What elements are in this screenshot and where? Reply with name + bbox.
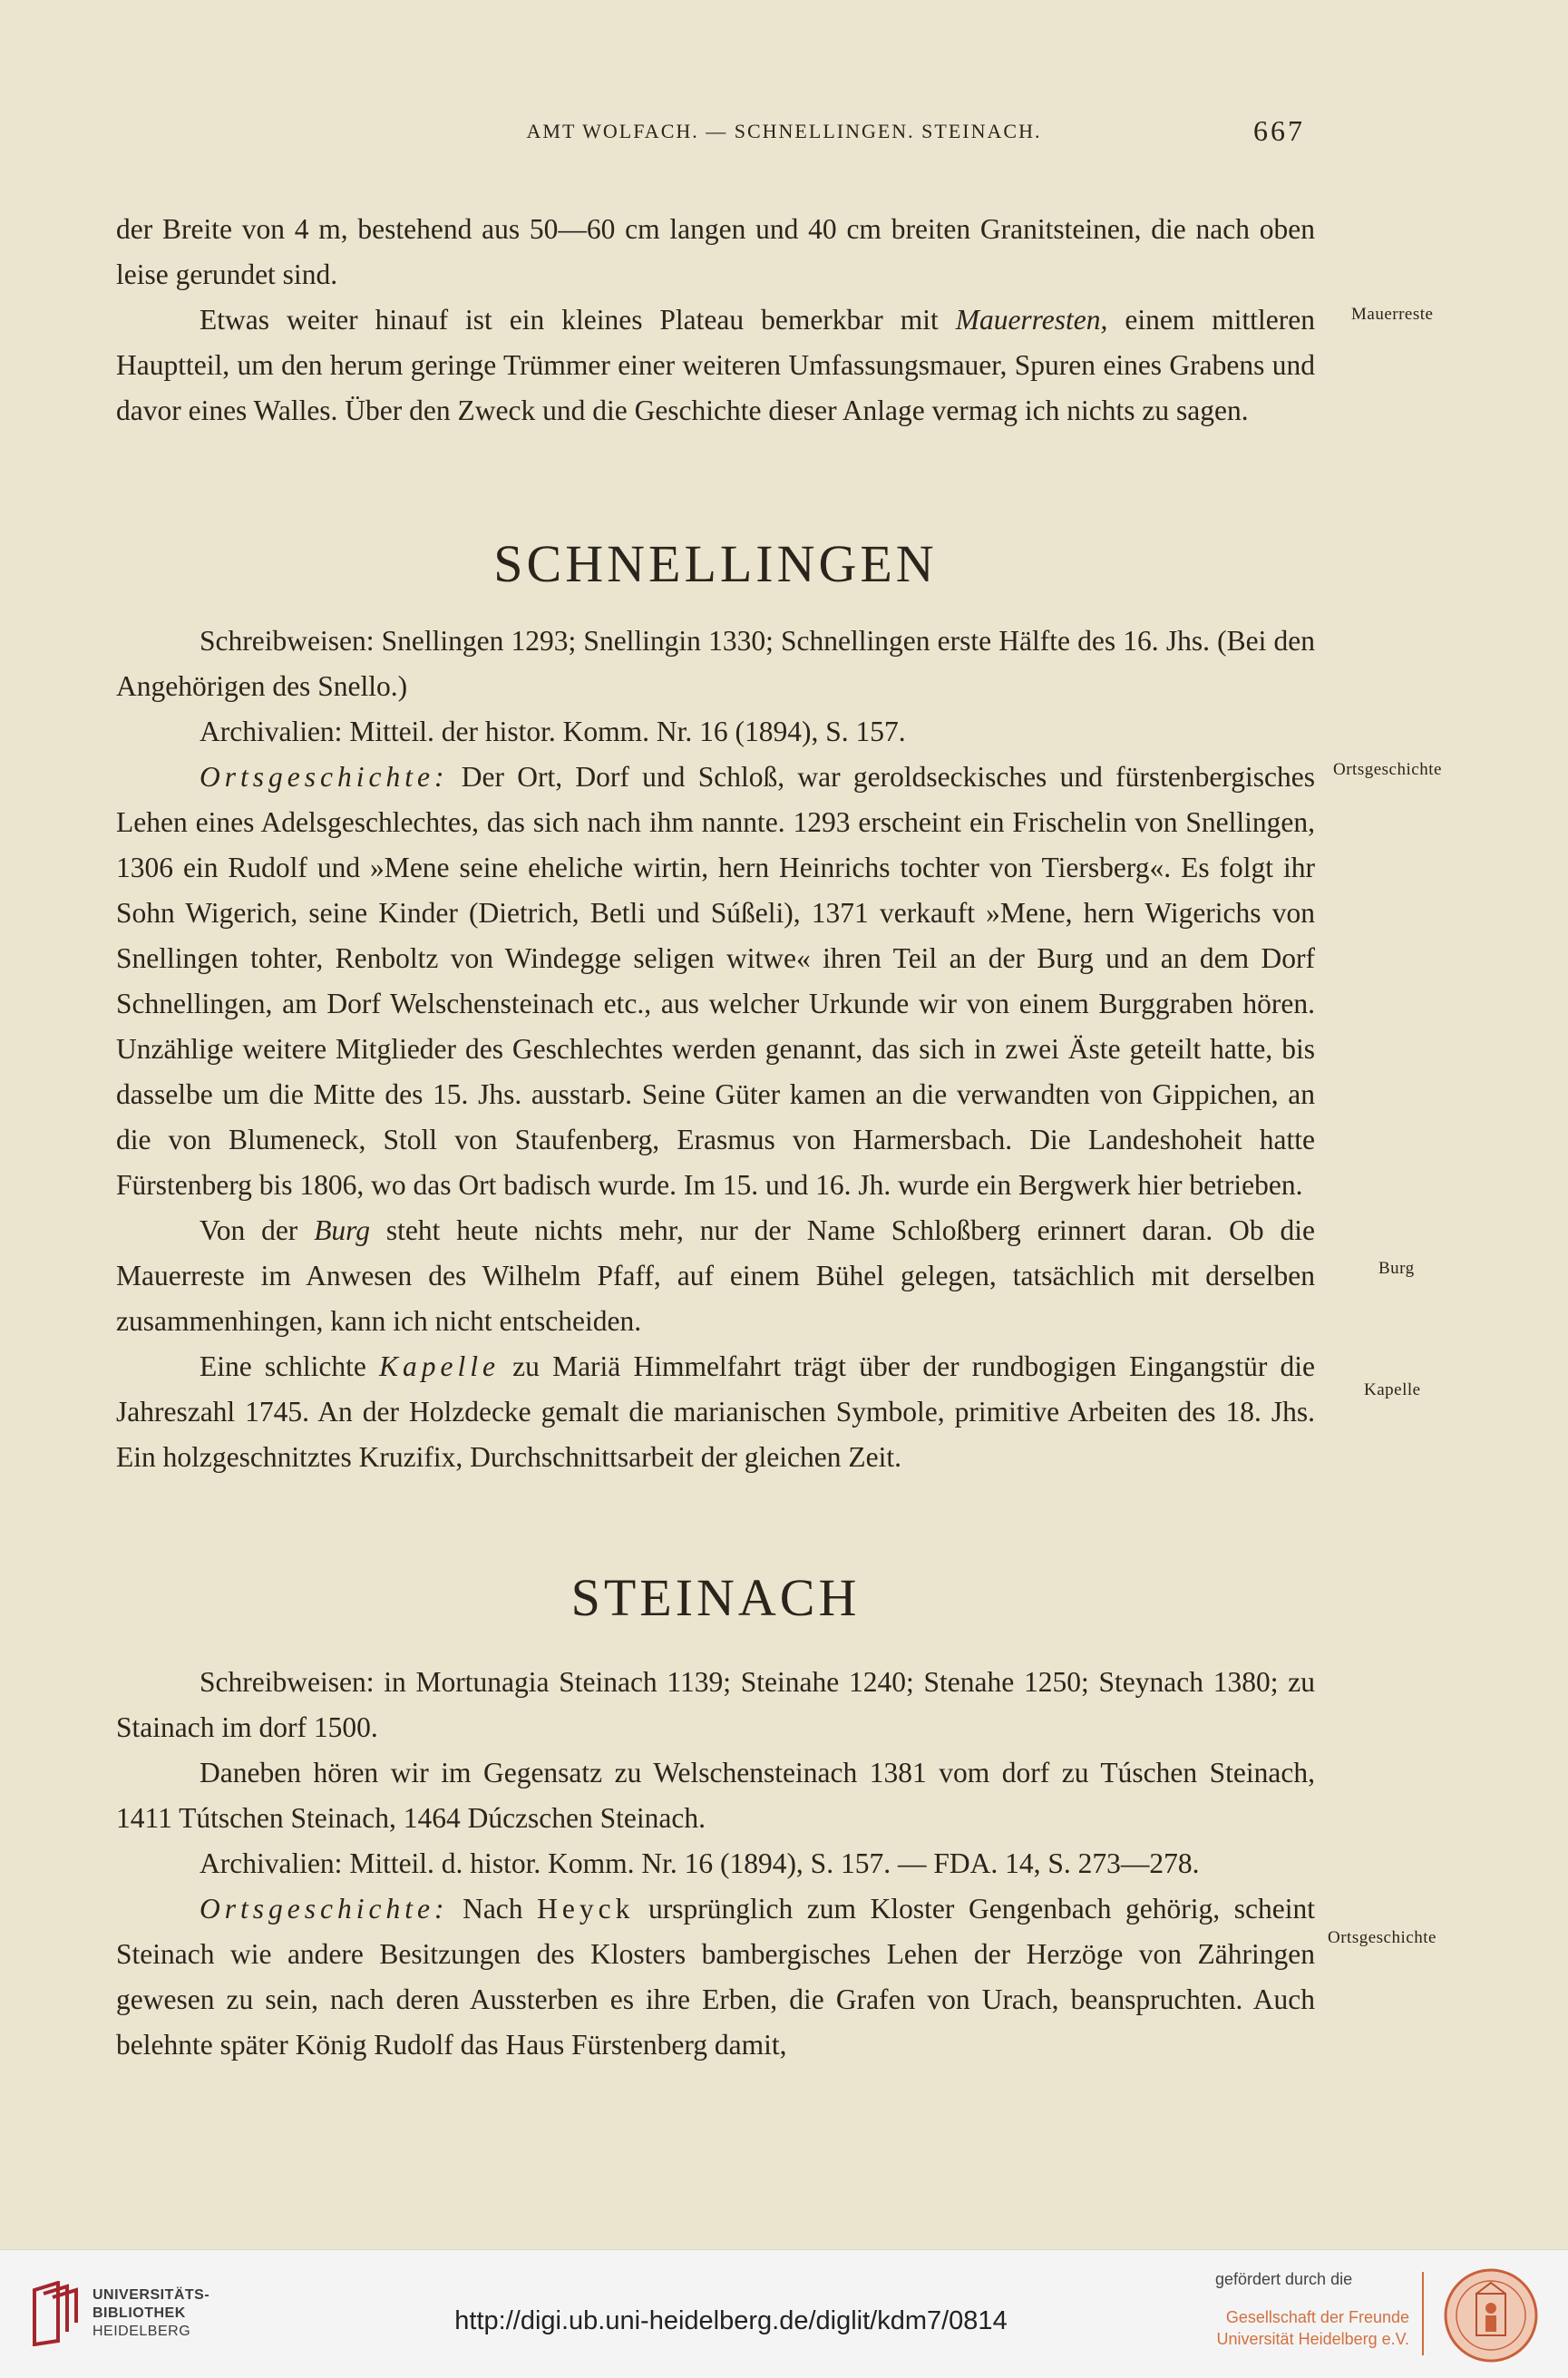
schnellingen-kapelle — [116, 1344, 1315, 1480]
marginal-note-mauerreste: Mauerreste — [1351, 305, 1434, 324]
university-seal-icon — [1442, 2266, 1540, 2364]
running-head: AMT WOLFACH. — SCHNELLINGEN. STEINACH. — [526, 120, 1042, 142]
intro-paragraph-1: der Breite von 4 m, bestehend aus 50—60 cm langen und 40 cm breiten Granitsteinen, die nach oben leise gerundet sind. — [116, 213, 1315, 290]
library-name-line: HEIDELBERG — [93, 2324, 191, 2339]
library-logo-icon — [31, 2281, 83, 2346]
page-number: 667 — [1253, 114, 1305, 147]
section-title-schnellingen: SCHNELLINGEN — [493, 534, 938, 593]
text-run: Der Ort, Dorf und Schloß, war geroldseckisches und fürstenbergisches Lehen eines Adelsgeschlechtes, das sich nach ihm nannte. 1293 erscheint ein Frischelin von Snellingen, 1306 ein Rudolf und »Mene seine eheliche wirtin, hern Heinrichs tochter von Tiersberg«. Es folgt ihr Sohn Wigerich, seine Kinder (Dietrich, Betli und Súßeli), 1371 verkauft »Mene, hern Wigerichs von Snellingen tohter, Renboltz von Windegge seligen witwe« ihren Teil an der Burg und an dem Dorf Schnellingen, am Dorf Welschensteinach etc., aus welcher Urkunde wir von einem Burggraben hören. Unzählige weitere Mitglieder des Geschlechtes werden genannt, das sich in zwei Äste geteilt hatte, bis dasselbe um die Mitte des 15. Jhs. ausstarb. Seine Güter kamen an die verwandten von Gippichen, an die von Blumeneck, Stoll von Staufenberg, Erasmus von Harmersbach. Die Landeshoheit hatte Fürstenberg bis 1806, wo das Ort badisch wurde. Im 15. und 16. Jh. wurde ein Bergwerk hier betrieben. — [116, 761, 1315, 1201]
text-run: Nach — [448, 1893, 538, 1925]
marginal-note-ortsgeschichte-2: Ortsgeschichte — [1328, 1928, 1437, 1947]
schnellingen-schreibweisen: Schreibweisen: Snellingen 1293; Snellingin 1330; Schnellingen erste Hälfte des 16. Jhs. (Bei den Angehörigen des Snello.) — [116, 625, 1315, 702]
schnellingen-burg — [116, 1208, 1315, 1344]
italic-term-burg: Burg — [314, 1214, 371, 1246]
intro-paragraph-2 — [116, 297, 1315, 434]
text-run: Eine schlichte — [200, 1350, 380, 1382]
schnellingen-archivalien: Archivalien: Mitteil. der histor. Komm. Nr. 16 (1894), S. 157. — [200, 716, 906, 747]
text-run: zu Mariä Himmelfahrt trägt über der rundbogigen Eingangstür die Jahreszahl 1745. An der Holzdecke gemalt die marianischen Symbole, primitive Arbeiten des 18. Jhs. Ein holzgeschnitztes Kruzifix, Durchschnittsarbeit der gleichen Zeit. — [116, 1350, 1315, 1473]
sponsor-name — [1175, 2306, 1409, 2350]
italic-term-ortsgeschichte: Ortsgeschichte: — [200, 761, 449, 793]
digitization-footer — [0, 2249, 1568, 2378]
marginal-note-ortsgeschichte: Ortsgeschichte — [1333, 760, 1442, 779]
permalink-url[interactable]: http://digi.ub.uni-heidelberg.de/diglit/kdm7/0814 — [454, 2306, 1008, 2335]
steinach-archivalien: Archivalien: Mitteil. d. histor. Komm. Nr. 16 (1894), S. 157. — FDA. 14, S. 273—278. — [200, 1847, 1200, 1879]
steinach-title-block — [116, 1567, 1315, 1628]
italic-term-kapelle: Kapelle — [379, 1350, 500, 1382]
text-run: ursprünglich zum Kloster Gengenbach gehörig, scheint Steinach wie andere Besitzungen des Klosters bambergisches Lehen der Herzöge von Zähringen gewesen zu sein, nach deren Aussterben es ihre Erben, die Grafen von Urach, beanspruchten. Auch belehnte später König Rudolf das Haus Fürstenberg damit, — [116, 1893, 1315, 2061]
library-name — [93, 2286, 209, 2341]
sponsor-label: gefördert durch die — [1215, 2270, 1353, 2288]
text-run: einem mittleren Hauptteil, um den herum geringe Trümmer einer weiteren Umfassungsmauer, Spuren eines Grabens und davor eines Walles. Über den Zweck und die Geschichte dieser Anlage vermag ich nichts zu sagen. — [116, 304, 1315, 426]
steinach-ortsgeschichte — [116, 1886, 1315, 2068]
steinach-schreibweisen: Schreibweisen: in Mortunagia Steinach 1139; Steinahe 1240; Stenahe 1250; Steynach 1380; zu Stainach im dorf 1500. — [116, 1666, 1315, 1743]
italic-term-ortsgeschichte: Ortsgeschichte: — [200, 1893, 449, 1925]
sponsor-divider — [1422, 2272, 1424, 2355]
sponsor-name-line: Gesellschaft der Freunde — [1225, 2308, 1409, 2326]
steinach-body — [116, 1660, 1315, 2068]
italic-term-mauerresten: Mauerresten, — [955, 304, 1108, 336]
marginal-note-kapelle: Kapelle — [1364, 1380, 1421, 1399]
schnellingen-title-block — [116, 533, 1315, 594]
section-title-steinach: STEINACH — [570, 1568, 861, 1627]
library-name-line: UNIVERSITÄTS- — [93, 2287, 210, 2303]
library-name-line: BIBLIOTHEK — [93, 2305, 186, 2321]
sponsor-name-line: Universität Heidelberg e.V. — [1216, 2330, 1409, 2348]
schnellingen-body — [116, 619, 1315, 1480]
marginal-note-burg: Burg — [1378, 1259, 1415, 1278]
text-run: Von der — [200, 1214, 315, 1246]
intro-block — [116, 207, 1315, 434]
steinach-daneben: Daneben hören wir im Gegensatz zu Welschensteinach 1381 vom dorf zu Túschen Steinach, 1411 Tútschen Steinach, 1464 Dúczschen Steinach. — [116, 1757, 1315, 1834]
text-run: Etwas weiter hinauf ist ein kleines Plateau bemerkbar mit — [200, 304, 956, 336]
schnellingen-ortsgeschichte — [116, 755, 1315, 1208]
author-name-heyck: Heyck — [537, 1893, 635, 1925]
text-run: steht heute nichts mehr, nur der Name Schloßberg erinnert daran. Ob die Mauerreste im Anwesen des Wilhelm Pfaff, auf einem Bühel gelegen, tatsächlich mit derselben zusammenhingen, kann ich nicht entscheiden. — [116, 1214, 1315, 1337]
